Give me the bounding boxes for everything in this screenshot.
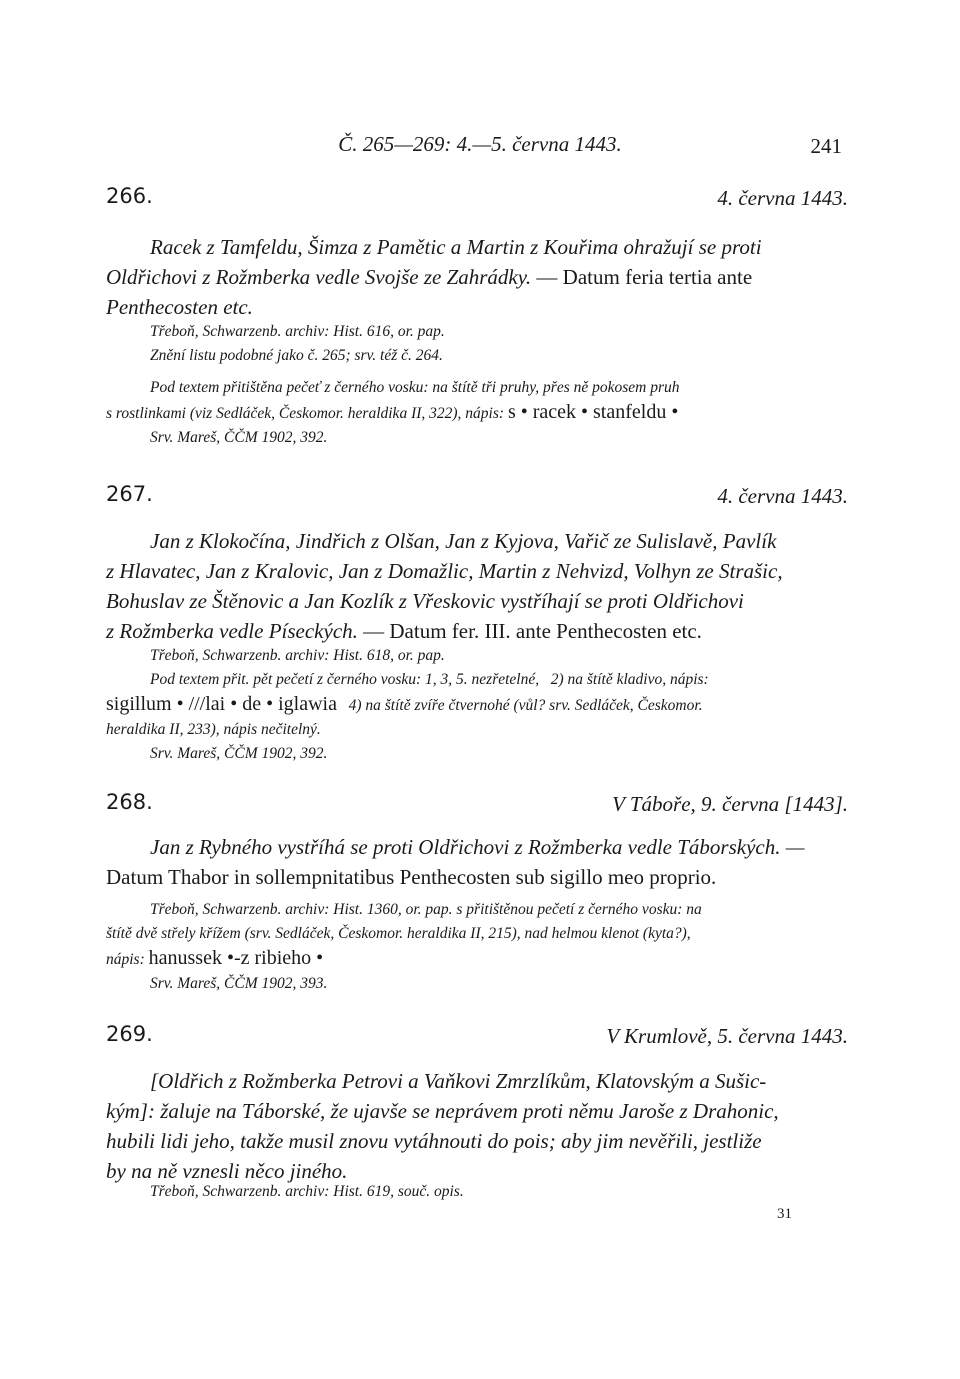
entry-number: 268. (106, 790, 153, 814)
entry-regest (106, 1066, 850, 1186)
entry-notes (106, 644, 850, 766)
regest-line: Datum Thabor in sollempnitatibus Penthecosten sub sigillo meo proprio. (106, 865, 717, 889)
regest-line: Bohuslav ze Štěnovic a Jan Kozlík z Vřeskovic vystříhají se proti Oldřichovi (106, 589, 744, 613)
regest-roman-tail: — Datum feria tertia ante (536, 265, 753, 289)
note-line: Srv. Mareš, ČČM 1902, 393. (150, 975, 328, 992)
regest-line: z Hlavatec, Jan z Kralovic, Jan z Domažlic, Martin z Nehvizd, Volhyn ze Strašic, (106, 559, 783, 583)
entry-number: 267. (106, 482, 153, 506)
entry-date: 4. června 1443. (717, 186, 848, 210)
note-line: Srv. Mareš, ČČM 1902, 392. (150, 429, 328, 446)
note-line: nápis: hanussek •‑z ribieho • (106, 947, 324, 969)
note-line: Znění listu podobné jako č. 265; srv. též č. 264. (150, 347, 443, 364)
regest-line: Racek z Tamfeldu, Šimza z Pamětic a Martin z Kouřima ohražují se proti (150, 235, 762, 259)
entry-date: 4. června 1443. (717, 484, 848, 508)
entry-notes (106, 320, 850, 450)
page-number: 241 (810, 134, 842, 158)
regest-line: kým]: žaluje na Táborské, že ujavše se neprávem proti němu Jaroše z Drahonic, (106, 1099, 779, 1123)
regest-line: Jan z Rybného vystříhá se proti Oldřichovi z Rožmberka vedle Táborských. — (150, 835, 805, 859)
seal-inscription: s • racek • stanfeldu • (507, 401, 679, 423)
entry-date: V Krumlově, 5. června 1443. (606, 1024, 848, 1048)
regest-roman-tail: — Datum fer. III. ante Penthecosten etc. (363, 619, 702, 643)
entry-date: V Táboře, 9. června [1443]. (612, 792, 848, 816)
seal-inscription: hanussek •‑z ribieho • (148, 947, 324, 969)
seal-inscription: sigillum • ///lai • de • iglawia (106, 693, 337, 715)
note-line: Pod textem přitištěna pečeť z černého vosku: na štítě tři pruhy, přes ně pokosem pruh (150, 379, 680, 396)
entry-notes (106, 1180, 850, 1204)
entry-regest (106, 232, 850, 322)
note-line: heraldika II, 233), nápis nečitelný. (106, 721, 321, 738)
note-line: Třeboň, Schwarzenb. archiv: Hist. 618, or. pap. (150, 647, 445, 664)
entry-notes (106, 898, 850, 996)
regest-line: Jan z Klokočína, Jindřich z Olšan, Jan z Kyjova, Vařič ze Sulislavě, Pavlík (150, 529, 777, 553)
entry-number: 269. (106, 1022, 153, 1046)
regest-line: hubili lidi jeho, takže musil znovu vytáhnouti do pois; aby jim nevěřili, jestliže (106, 1129, 762, 1153)
note-line: Třeboň, Schwarzenb. archiv: Hist. 1360, or. pap. s přitištěnou pečetí z černého vosku: na (150, 901, 702, 918)
sheet-number: 31 (777, 1206, 792, 1222)
note-line: Třeboň, Schwarzenb. archiv: Hist. 619, souč. opis. (150, 1183, 464, 1200)
note-line: Srv. Mareš, ČČM 1902, 392. (150, 745, 328, 762)
regest-line: Oldřichovi z Rožmberka vedle Svojše ze Zahrádky. — Datum feria tertia ante (106, 265, 753, 289)
entry-number: 266. (106, 184, 153, 208)
regest-line: [Oldřich z Rožmberka Petrovi a Vaňkovi Zmrzlíkům, Klatovským a Sušic- (150, 1069, 767, 1093)
note-line: s rostlinkami (viz Sedláček, Českomor. heraldika II, 322), nápis: s • racek • stanfeldu • (106, 401, 679, 423)
note-line: Třeboň, Schwarzenb. archiv: Hist. 616, or. pap. (150, 323, 445, 340)
regest-line: Penthecosten etc. (106, 295, 253, 319)
running-head: Č. 265—269: 4.—5. června 1443. (338, 132, 622, 156)
note-line: Pod textem přit. pět pečetí z černého vosku: 1, 3, 5. nezřetelné, 2) na štítě kladivo, nápis: (150, 671, 709, 688)
regest-line: z Rožmberka vedle Píseckých. — Datum fer. III. ante Penthecosten etc. (106, 619, 702, 643)
regest-line: by na ně vznesli něco jiného. (106, 1159, 348, 1183)
note-line: štítě dvě střely křížem (srv. Sedláček, Českomor. heraldika II, 215), nad helmou klenot (kyta?), (106, 925, 691, 942)
entry-regest (106, 832, 850, 892)
entry-regest (106, 526, 850, 646)
note-line: sigillum • ///lai • de • iglawia 4) na štítě zvíře čtvernohé (vůl? srv. Sedláček, Českomor. (106, 693, 703, 715)
